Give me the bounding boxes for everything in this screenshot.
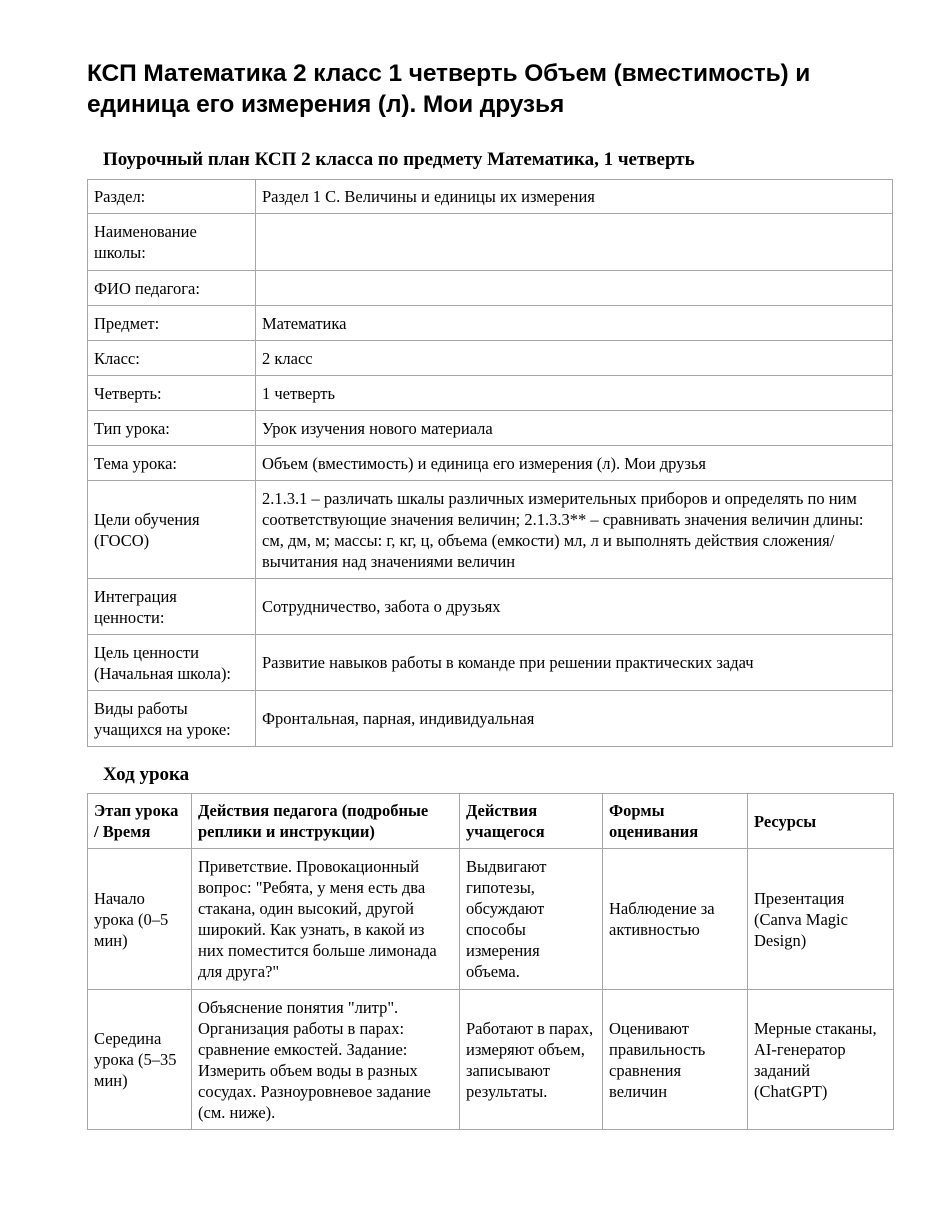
info-value: 2 класс xyxy=(256,341,893,376)
info-row xyxy=(88,635,893,691)
info-label: Наименование школы: xyxy=(88,214,256,271)
column-header-teacher: Действия педагога (подробные реплики и инструкции) xyxy=(192,794,460,849)
lesson-info-table xyxy=(87,179,893,747)
info-row xyxy=(88,691,893,747)
info-row xyxy=(88,271,893,306)
info-row xyxy=(88,579,893,635)
info-label: Тема урока: xyxy=(88,446,256,481)
info-value: Раздел 1 С. Величины и единицы их измерения xyxy=(256,180,893,214)
lesson-cell-teacher: Приветствие. Провокационный вопрос: "Ребята, у меня есть два стакана, один высокий, другой широкий. Как узнать, в какой из них поместится больше лимонада для друга?" xyxy=(192,849,460,990)
column-header-resources: Ресурсы xyxy=(748,794,894,849)
info-label: Цель ценности (Начальная школа): xyxy=(88,635,256,691)
info-row xyxy=(88,306,893,341)
column-header-student: Действия учащегося xyxy=(460,794,603,849)
info-label: Виды работы учащихся на уроке: xyxy=(88,691,256,747)
info-value: Развитие навыков работы в команде при решении практических задач xyxy=(256,635,893,691)
column-header-assessment: Формы оценивания xyxy=(603,794,748,849)
info-row xyxy=(88,180,893,214)
lesson-cell-stage: Середина урока (5–35 мин) xyxy=(88,990,192,1130)
lesson-row xyxy=(88,990,894,1130)
lesson-cell-assessment: Оценивают правильность сравнения величин xyxy=(603,990,748,1130)
info-label: Класс: xyxy=(88,341,256,376)
info-label: Интеграция ценности: xyxy=(88,579,256,635)
info-row xyxy=(88,446,893,481)
info-value: Объем (вместимость) и единица его измерения (л). Мои друзья xyxy=(256,446,893,481)
info-label: Раздел: xyxy=(88,180,256,214)
info-row xyxy=(88,376,893,411)
lesson-row xyxy=(88,849,894,990)
lesson-cell-resources: Мерные стаканы, AI-генератор заданий (ChatGPT) xyxy=(748,990,894,1130)
info-row xyxy=(88,411,893,446)
info-value: Математика xyxy=(256,306,893,341)
document-title: КСП Математика 2 класс 1 четверть Объем (вместимость) и единица его измерения (л). Мои друзья xyxy=(87,60,811,118)
lesson-info-body xyxy=(88,180,893,747)
info-label: Четверть: xyxy=(88,376,256,411)
info-value xyxy=(256,271,893,306)
lesson-heading: Ход урока xyxy=(103,764,190,785)
lesson-cell-teacher: Объяснение понятия "литр". Организация работы в парах: сравнение емкостей. Задание: Измерить объем воды в разных сосудах. Разноуровневое задание (см. ниже). xyxy=(192,990,460,1130)
info-label: Тип урока: xyxy=(88,411,256,446)
plan-heading: Поурочный план КСП 2 класса по предмету Математика, 1 четверть xyxy=(103,149,695,170)
lesson-flow-body xyxy=(88,849,894,1130)
info-label: ФИО педагога: xyxy=(88,271,256,306)
info-row xyxy=(88,341,893,376)
info-value xyxy=(256,214,893,271)
info-label: Цели обучения (ГОСО) xyxy=(88,481,256,579)
info-label: Предмет: xyxy=(88,306,256,341)
info-value: 1 четверть xyxy=(256,376,893,411)
info-value: 2.1.3.1 – различать шкалы различных измерительных приборов и определять по ним соответствующие значения величин; 2.1.3.3** – сравнивать значения величин длины: см, дм, м; массы: г, кг, ц, объема (емкости) мл, л и выполнять действия сложения/вычитания над значениями величин xyxy=(256,481,893,579)
info-value: Сотрудничество, забота о друзьях xyxy=(256,579,893,635)
column-header-stage: Этап урока / Время xyxy=(88,794,192,849)
lesson-cell-student: Выдвигают гипотезы, обсуждают способы измерения объема. xyxy=(460,849,603,990)
lesson-header-row xyxy=(88,794,894,849)
lesson-cell-stage: Начало урока (0–5 мин) xyxy=(88,849,192,990)
lesson-cell-resources: Презентация (Canva Magic Design) xyxy=(748,849,894,990)
info-row xyxy=(88,214,893,271)
lesson-flow-table xyxy=(87,793,894,1130)
info-row xyxy=(88,481,893,579)
info-value: Фронтальная, парная, индивидуальная xyxy=(256,691,893,747)
lesson-cell-assessment: Наблюдение за активностью xyxy=(603,849,748,990)
lesson-cell-student: Работают в парах, измеряют объем, записывают результаты. xyxy=(460,990,603,1130)
info-value: Урок изучения нового материала xyxy=(256,411,893,446)
